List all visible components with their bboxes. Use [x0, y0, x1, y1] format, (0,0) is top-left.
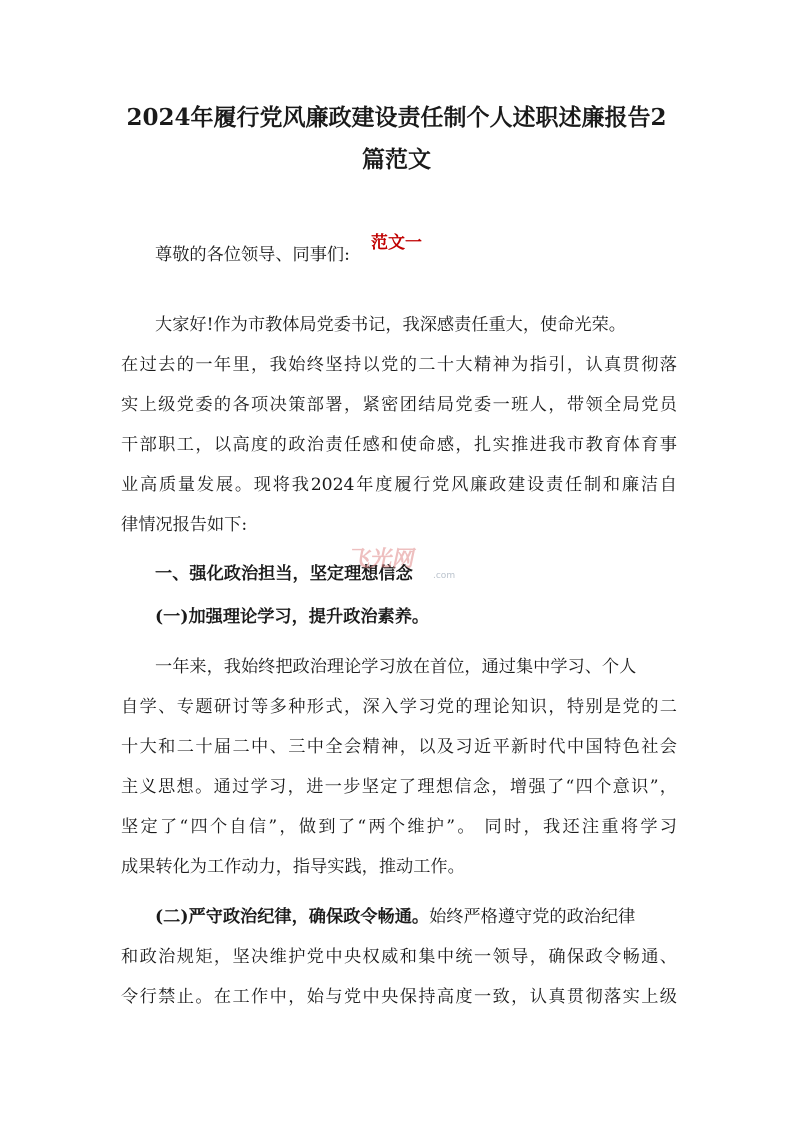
- body-line: 在过去的一年里，我始终坚持以党的二十大精神为指引，认真贯彻落: [121, 355, 677, 375]
- watermark-suffix: .com: [433, 571, 456, 581]
- section-label: 范文一: [371, 233, 422, 253]
- heading-level-1: 一、强化政治担当，坚定理想信念: [155, 564, 413, 584]
- inline-heading: (二)严守政治纪律，确保政令畅通。: [155, 907, 430, 927]
- body-line: 十大和二十届二中、三中全会精神，以及习近平新时代中国特色社会: [121, 737, 677, 757]
- document-title-line-2: 篇范文: [362, 146, 431, 173]
- watermark-text: 飞光网: [346, 546, 418, 572]
- body-line: 坚定了“四个自信”，做到了“两个维护”。 同时，我还注重将学习: [121, 817, 677, 837]
- body-line: 成果转化为工作动力，指导实践，推动工作。: [121, 857, 465, 877]
- body-line: 实上级党委的各项决策部署，紧密团结局党委一班人，带领全局党员: [121, 395, 677, 415]
- body-line: 主义思想。通过学习，进一步坚定了理想信念，增强了“四个意识”，: [121, 777, 677, 797]
- body-line: 令行禁止。在工作中，始与党中央保持高度一致，认真贯彻落实上级: [121, 987, 677, 1007]
- body-line: 一年来，我始终把政治理论学习放在首位，通过集中学习、个人: [155, 657, 637, 677]
- salutation: 尊敬的各位领导、同事们:: [155, 245, 350, 265]
- body-line: 大家好!作为市教体局党委书记，我深感责任重大，使命光荣。: [155, 315, 626, 335]
- body-line: 业高质量发展。现将我2024年度履行党风廉政建设责任制和廉洁自: [121, 475, 677, 495]
- body-line: 自学、专题研讨等多种形式，深入学习党的理论知识，特别是党的二: [121, 697, 677, 717]
- heading-level-2: (一)加强理论学习，提升政治素养。: [155, 607, 430, 627]
- body-line: 干部职工，以高度的政治责任感和使命感，扎实推进我市教育体育事: [121, 435, 677, 455]
- body-line: 律情况报告如下:: [121, 515, 248, 535]
- body-line: 和政治规矩，坚决维护党中央权威和集中统一领导，确保政令畅通、: [121, 947, 677, 967]
- inline-text: 始终严格遵守党的政治纪律: [429, 907, 636, 927]
- document-title-line-1: 2024年履行党风廉政建设责任制个人述职述廉报告2: [126, 104, 667, 131]
- body-line: [121, 902, 677, 932]
